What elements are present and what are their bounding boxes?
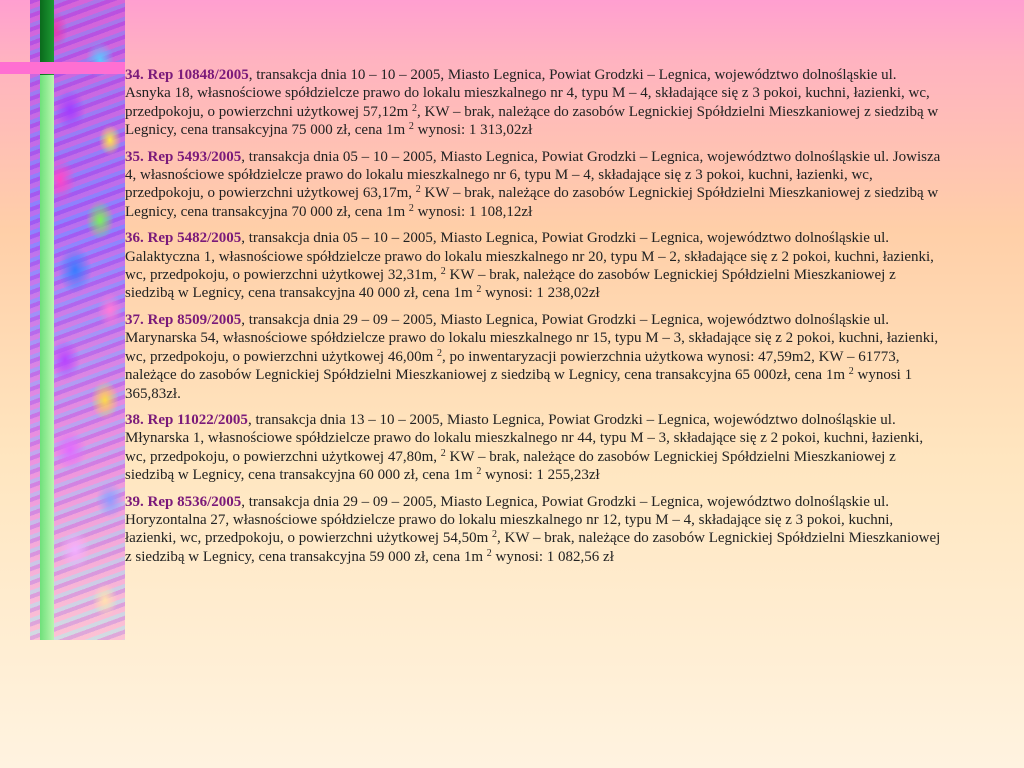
entry-text: wynosi: 1 108,12zł <box>413 203 533 220</box>
transaction-entry <box>125 493 945 567</box>
entry-text: , KW – brak, należące do zasobów Legnickiej Spółdzielni Mieszkaniowej z siedzibą w Legnicy, cena transakcyjna 59 000 zł, cena 1m <box>125 530 941 565</box>
entry-text: wynosi: 1 255,23zł <box>481 467 600 484</box>
entry-text: KW – brak, należące do zasobów Legnickiej Spółdzielni Mieszkaniowej z siedzibą w Legnicy, cena transakcyjna 40 000 zł, cena 1m <box>125 267 896 302</box>
superscript: 2 <box>415 184 421 196</box>
transaction-entry <box>125 148 945 222</box>
entry-text: wynosi: 1 082,56 zł <box>491 548 614 565</box>
decorative-side-art <box>0 0 125 640</box>
entry-reference: 39. Rep 8536/2005 <box>125 493 242 510</box>
transaction-entry <box>125 66 945 140</box>
entry-text: KW – brak, należące do zasobów Legnickiej Spółdzielni Mieszkaniowej z siedzibą w Legnicy, cena transakcyjna 70 000 zł, cena 1m <box>125 185 939 220</box>
entry-text: , transakcja dnia 29 – 09 – 2005, Miasto Legnica, Powiat Grodzki – Legnica, województwo dolnośląskie ul. Marynarska 54, własnościowe spółdzielcze prawo do lokalu mieszkalnego nr 15, typu M – 3, składające się z 2 pokoi, kuchni, łazienki, wc, przedpokoju, o powierzchni użytkowej 46,00m <box>125 311 939 365</box>
superscript: 2 <box>408 202 414 214</box>
superscript: 2 <box>437 347 443 359</box>
entry-text: , po inwentaryzacji powierzchnia użytkowa wynosi: 47,59m2, KW – 61773, należące do zasobów Legnickiej Spółdzielni Mieszkaniowej z siedzibą w Legnicy, cena transakcyjna 65 000zł, cena 1m <box>125 348 900 384</box>
entry-text: , transakcja dnia 29 – 09 – 2005, Miasto Legnica, Powiat Grodzki – Legnica, województwo dolnośląskie ul. Horyzontalna 27, własnościowe spółdzielcze prawo do lokalu mieszkalnego nr 12, typu M – 4, składające się z 3 pokoi, kuchni, łazienki, wc, przedpokoju, o powierzchni użytkowej 54,50m <box>125 493 894 547</box>
entry-reference: 35. Rep 5493/2005 <box>125 148 242 165</box>
superscript: 2 <box>476 466 482 478</box>
entry-text: , transakcja dnia 05 – 10 – 2005, Miasto Legnica, Powiat Grodzki – Legnica, województwo dolnośląskie ul. Galaktyczna 1, własnościowe spółdzielcze prawo do lokalu mieszkalnego nr 20, typu M – 2, składające się z 2 pokoi, kuchni, łazienki, wc, przedpokoju, o powierzchni użytkowej 32,31m, <box>125 230 934 284</box>
entry-text: wynosi: 1 313,02zł <box>413 122 533 139</box>
superscript: 2 <box>486 547 492 559</box>
transaction-entry <box>125 311 945 403</box>
entry-reference: 34. Rep 10848/2005 <box>125 67 249 83</box>
superscript: 2 <box>476 284 482 296</box>
entry-text: KW – brak, należące do zasobów Legnickiej Spółdzielni Mieszkaniowej z siedzibą w Legnicy, cena transakcyjna 60 000 zł, cena 1m <box>125 448 896 484</box>
transaction-entry <box>125 411 945 485</box>
entry-reference: 38. Rep 11022/2005 <box>125 411 248 428</box>
entry-text: wynosi 1 365,83zł. <box>125 367 913 402</box>
superscript: 2 <box>848 366 854 378</box>
entry-reference: 37. Rep 8509/2005 <box>125 311 242 328</box>
transaction-entry <box>125 229 945 303</box>
entry-text: , KW – brak, należące do zasobów Legnickiej Spółdzielni Mieszkaniowej z siedzibą w Legnicy, cena transakcyjna 75 000 zł, cena 1m <box>125 103 939 139</box>
entry-text: , transakcja dnia 13 – 10 – 2005, Miasto Legnica, Powiat Grodzki – Legnica, województwo dolnośląskie ul. Młynarska 1, własnościowe spółdzielcze prawo do lokalu mieszkalnego nr 44, typu M – 3, składające się z 2 pokoi, kuchni, łazienki, wc, przedpokoju, o powierzchni użytkowej 47,80m, <box>125 411 924 465</box>
pink-band <box>0 62 125 74</box>
superscript: 2 <box>440 447 446 459</box>
superscript: 2 <box>408 121 414 133</box>
superscript: 2 <box>491 529 497 541</box>
green-bar-light <box>40 75 54 640</box>
entry-text: wynosi: 1 238,02zł <box>481 285 600 302</box>
transactions-list <box>125 66 945 574</box>
entry-text: , transakcja dnia 10 – 10 – 2005, Miasto Legnica, Powiat Grodzki – Legnica, województwo dolnośląskie ul. Asnyka 18, własnościowe spółdzielcze prawo do lokalu mieszkalnego nr 4, typu M – 4, składające się z 3 pokoi, kuchni, łazienki, wc, przedpokoju, o powierzchni użytkowej 57,12m <box>125 67 930 120</box>
entry-text: , transakcja dnia 05 – 10 – 2005, Miasto Legnica, Powiat Grodzki – Legnica, województwo dolnośląskie ul. Jowisza 4, własnościowe spółdzielcze prawo do lokalu mieszkalnego nr 6, typu M – 4, składające się z 3 pokoi, kuchni, łazienki, wc, przedpokoju, o powierzchni użytkowej 63,17m, <box>125 148 941 202</box>
superscript: 2 <box>440 266 446 278</box>
entry-reference: 36. Rep 5482/2005 <box>125 230 242 247</box>
superscript: 2 <box>412 102 418 114</box>
